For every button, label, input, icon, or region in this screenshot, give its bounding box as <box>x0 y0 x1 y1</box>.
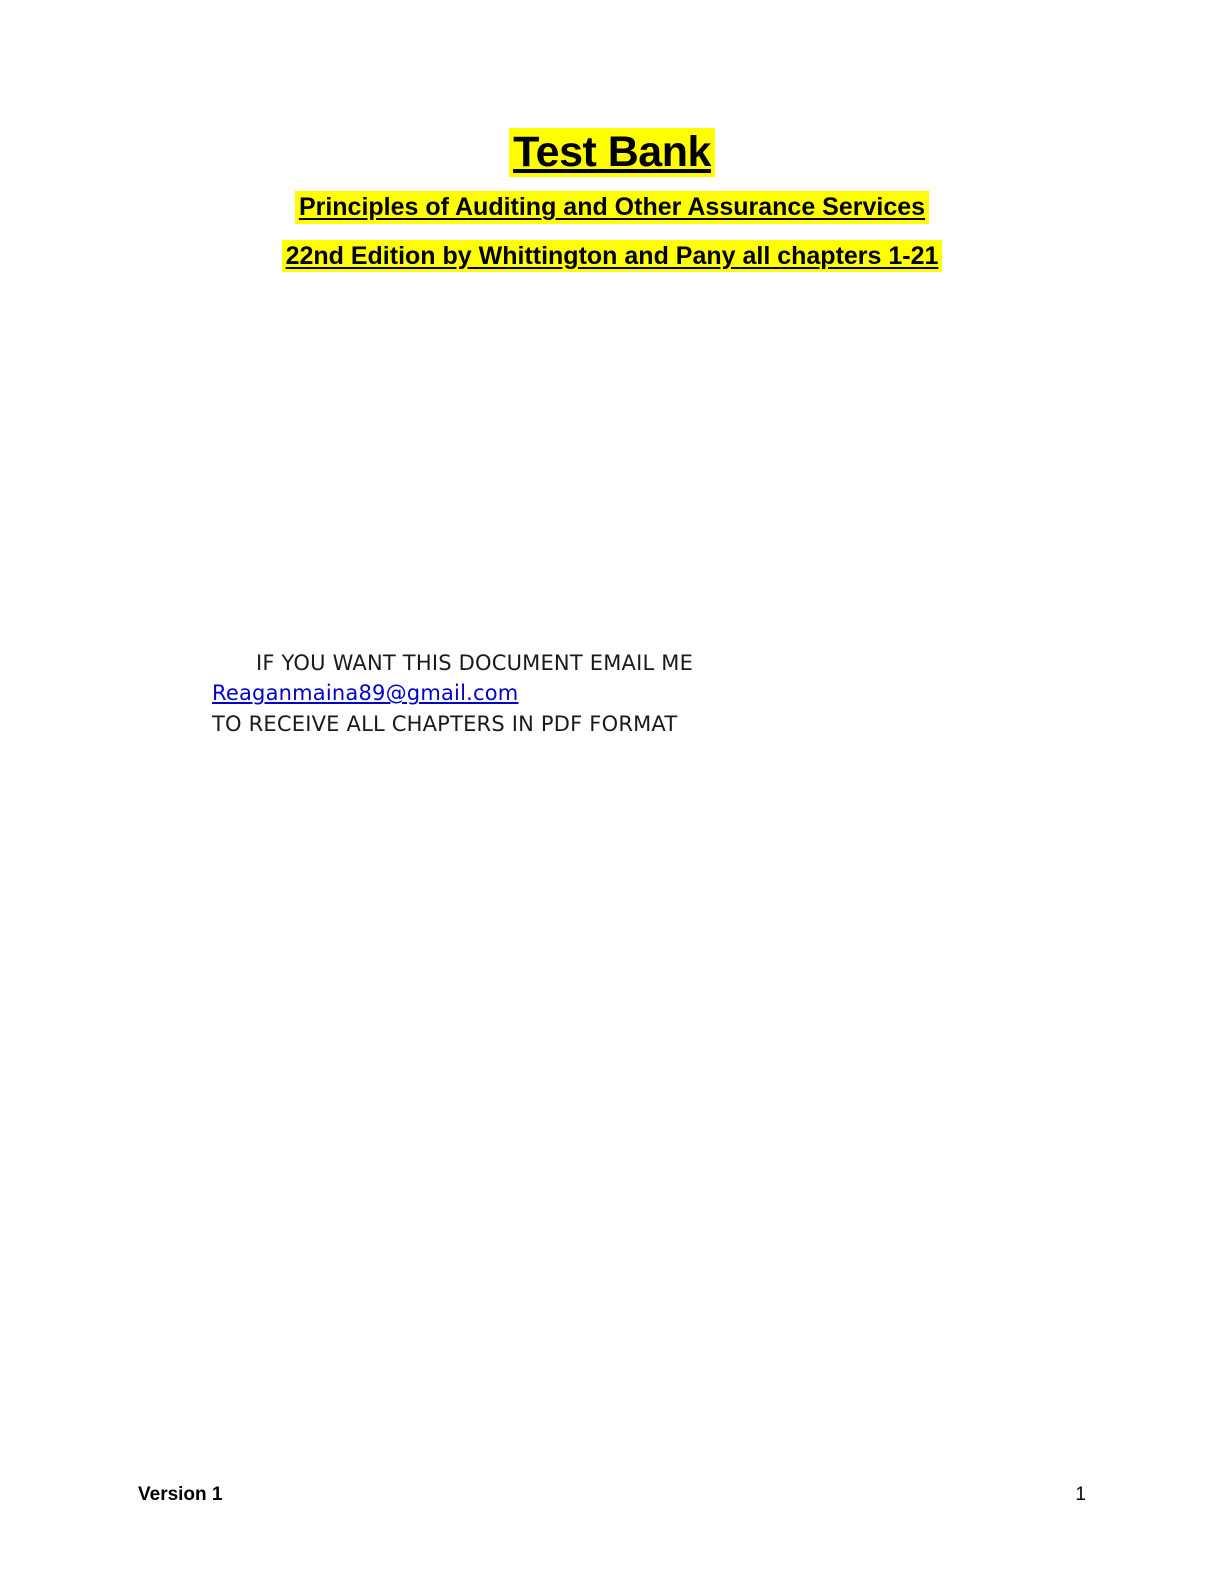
contact-email-link[interactable]: Reaganmaina89@gmail.com <box>212 681 519 706</box>
page-title: Test Bank <box>509 128 715 177</box>
doc-subtitle-line <box>0 191 1224 224</box>
doc-edition-line <box>0 240 1224 273</box>
doc-edition: 22nd Edition by Whittington and Pany all chapters 1-21 <box>282 240 943 273</box>
doc-title-line <box>0 128 1224 177</box>
contact-block <box>212 648 693 739</box>
page-footer <box>138 1484 1086 1506</box>
title-block <box>0 128 1224 272</box>
contact-instruction: IF YOU WANT THIS DOCUMENT EMAIL ME <box>256 651 694 675</box>
doc-subtitle: Principles of Auditing and Other Assurance Services <box>295 191 929 224</box>
footer-version: Version 1 <box>138 1484 223 1505</box>
contact-email-line <box>212 678 693 708</box>
footer-page-number: 1 <box>1075 1484 1086 1505</box>
contact-note: TO RECEIVE ALL CHAPTERS IN PDF FORMAT <box>212 711 678 736</box>
